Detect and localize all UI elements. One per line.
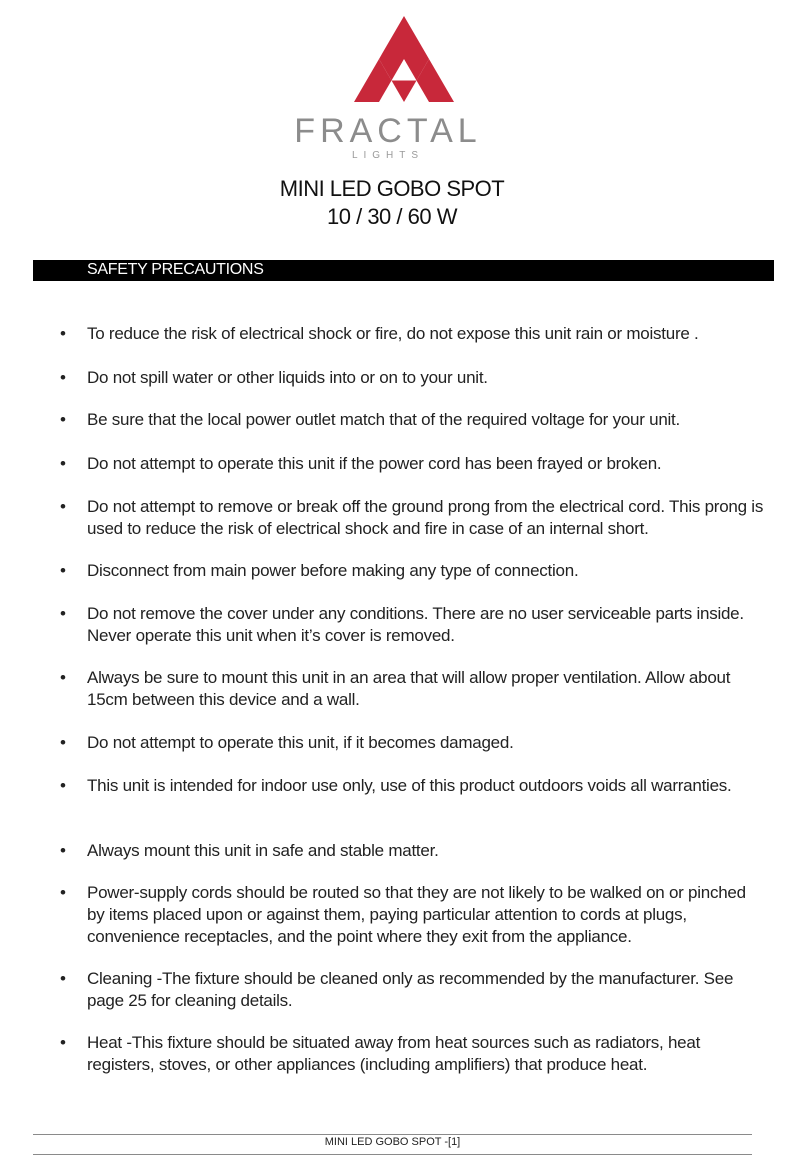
list-item-text: Do not attempt to operate this unit if the power cord has been frayed or broken. — [87, 454, 662, 473]
section-heading-bar — [33, 260, 774, 281]
list-item-text: Always mount this unit in safe and stable matter. — [87, 841, 439, 860]
list-item-text: Always be sure to mount this unit in an area that will allow proper ventilation. Allow about 15cm between this device and a wall. — [87, 668, 731, 709]
list-item-text: Cleaning -The fixture should be cleaned only as recommended by the manufacturer. See page 25 for cleaning details. — [87, 969, 734, 1010]
bullet-icon: • — [60, 883, 66, 902]
list-item-text: To reduce the risk of electrical shock or fire, do not expose this unit rain or moisture . — [87, 324, 699, 343]
section-heading: SAFETY PRECAUTIONS — [87, 261, 264, 278]
list-item-text: Power-supply cords should be routed so that they are not likely to be walked on or pinched by items placed upon or against them, paying particular attention to cords at plugs, convenience receptacles, and the point where they exit from the appliance. — [87, 883, 746, 946]
page-footer: MINI LED GOBO SPOT -[1] — [324, 1136, 461, 1148]
footer-divider — [33, 1154, 752, 1155]
footer-divider — [33, 1134, 752, 1135]
bullet-icon: • — [60, 410, 66, 429]
bullet-icon: • — [60, 604, 66, 623]
list-item-text: Do not spill water or other liquids into or on to your unit. — [87, 368, 488, 387]
list-item-text: Do not attempt to operate this unit, if it becomes damaged. — [87, 733, 514, 752]
list-item-text: Disconnect from main power before making any type of connection. — [87, 561, 579, 580]
brand-subtitle: LIGHTS — [351, 150, 425, 161]
bullet-icon: • — [60, 733, 66, 752]
bullet-icon: • — [60, 368, 66, 387]
bullet-icon: • — [60, 1033, 66, 1052]
product-title: MINI LED GOBO SPOT — [279, 176, 505, 201]
list-item-text: This unit is intended for indoor use only, use of this product outdoors voids all warranties. — [87, 776, 732, 795]
list-item-text: Heat -This fixture should be situated away from heat sources such as radiators, heat registers, stoves, or other appliances (including amplifiers) that produce heat. — [87, 1033, 701, 1074]
brand-name: FRACTAL — [294, 112, 482, 150]
bullet-icon: • — [60, 561, 66, 580]
list-item-text: Do not attempt to remove or break off the ground prong from the electrical cord. This prong is used to reduce the risk of electrical shock and fire in case of an internal short. — [87, 497, 764, 538]
list-item-text: Do not remove the cover under any conditions. There are no user serviceable parts inside. Never operate this unit when it’s cover is removed. — [87, 604, 744, 645]
bullet-icon: • — [60, 497, 66, 516]
bullet-icon: • — [60, 776, 66, 795]
fractal-triangle-icon — [354, 16, 454, 102]
list-item-text: Be sure that the local power outlet match that of the required voltage for your unit. — [87, 410, 680, 429]
bullet-icon: • — [60, 841, 66, 860]
bullet-icon: • — [60, 454, 66, 473]
bullet-icon: • — [60, 324, 66, 343]
fractal-logo — [0, 16, 808, 102]
product-wattage: 10 / 30 / 60 W — [327, 204, 457, 229]
bullet-icon: • — [60, 668, 66, 687]
bullet-icon: • — [60, 969, 66, 988]
